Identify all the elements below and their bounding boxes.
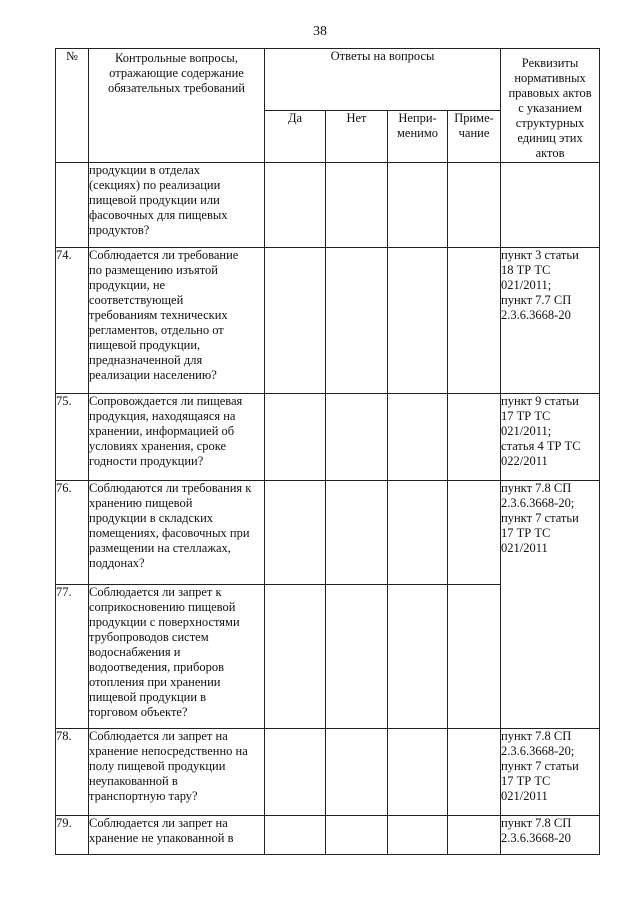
text-line: пункт 7.8 СП: [501, 729, 572, 743]
text-line: соответствующей: [89, 293, 184, 307]
page-number: 38: [313, 24, 327, 39]
answer-yes-cell: [265, 729, 326, 816]
text-line: 021/2011;: [501, 424, 552, 438]
question-cell: [89, 163, 265, 248]
text-line: обязательных требований: [108, 81, 245, 95]
text-line: реализации населению?: [89, 368, 217, 382]
answer-na-cell: [388, 585, 448, 729]
question-cell: [89, 248, 265, 394]
text-line: 17 ТР ТС: [501, 409, 551, 423]
text-line: хранении, информацией об: [89, 424, 235, 438]
text-line: Сопровождается ли пищевая: [89, 394, 243, 408]
text-line: трубопроводов систем: [89, 630, 209, 644]
answer-no-cell: [326, 729, 388, 816]
table-row-continuation: [56, 163, 600, 248]
header-yes: Да: [265, 111, 326, 163]
header-references: [501, 49, 600, 163]
text-line: Контрольные вопросы,: [115, 51, 238, 65]
text-line: структурных: [515, 116, 585, 130]
text-line: предназначенной для: [89, 353, 203, 367]
note-cell: [448, 729, 501, 816]
answer-no-cell: [326, 585, 388, 729]
answer-yes-cell: [265, 394, 326, 481]
table-row: [56, 394, 600, 481]
header-answers: Ответы на вопросы: [265, 49, 501, 111]
text-line: Реквизиты: [521, 56, 579, 70]
text-line: продукция, находящаяся на: [89, 409, 236, 423]
text-line: регламентов, отдельно от: [89, 323, 224, 337]
number-cell: 74.: [56, 248, 89, 394]
text-line: Соблюдается ли запрет на: [89, 729, 228, 743]
text-line: неупакованной в: [89, 774, 178, 788]
answer-na-cell: [388, 248, 448, 394]
text-line: пищевой продукции или: [89, 193, 220, 207]
text-line: актов: [535, 146, 565, 160]
answer-no-cell: [326, 394, 388, 481]
number-cell: 76.: [56, 481, 89, 585]
text-line: с указанием: [518, 101, 582, 115]
text-line: пункт 3 статьи: [501, 248, 579, 262]
answer-na-cell: [388, 163, 448, 248]
text-line: правовых актов: [508, 86, 592, 100]
answer-no-cell: [326, 481, 388, 585]
answer-no-cell: [326, 248, 388, 394]
text-line: пункт 9 статьи: [501, 394, 579, 408]
header-no: Нет: [326, 111, 388, 163]
answer-yes-cell: [265, 816, 326, 855]
note-cell: [448, 816, 501, 855]
text-line: 18 ТР ТС: [501, 263, 551, 277]
header-questions: [89, 49, 265, 163]
note-cell: [448, 248, 501, 394]
text-line: продукции с поверхностями: [89, 615, 240, 629]
answer-yes-cell: [265, 481, 326, 585]
text-line: водоснабжения и: [89, 645, 181, 659]
text-line: пункт 7.8 СП: [501, 481, 572, 495]
header-note: [448, 111, 501, 163]
answer-yes-cell: [265, 163, 326, 248]
note-cell: [448, 481, 501, 585]
table-header: [56, 49, 600, 163]
answer-yes-cell: [265, 585, 326, 729]
reference-cell: [501, 816, 600, 855]
text-line: хранению пищевой: [89, 496, 193, 510]
question-cell: [89, 729, 265, 816]
text-line: условиях хранения, сроке: [89, 439, 227, 453]
question-cell: [89, 585, 265, 729]
header-number: №: [56, 49, 89, 163]
text-line: Соблюдается ли требование: [89, 248, 239, 262]
text-line: единиц этих: [517, 131, 583, 145]
text-line: пищевой продукции в: [89, 690, 207, 704]
text-line: статья 4 ТР ТС: [501, 439, 581, 453]
answer-yes-cell: [265, 248, 326, 394]
number-cell: 77.: [56, 585, 89, 729]
reference-cell: [501, 163, 600, 248]
text-line: Соблюдаются ли требования к: [89, 481, 252, 495]
note-cell: [448, 163, 501, 248]
text-line: полу пищевой продукции: [89, 759, 226, 773]
question-cell: [89, 394, 265, 481]
text-line: фасовочных для пищевых: [89, 208, 228, 222]
text-line: продуктов?: [89, 223, 150, 237]
text-line: чание: [458, 126, 490, 140]
header-not-applicable: [388, 111, 448, 163]
text-line: пункт 7 статьи: [501, 511, 579, 525]
text-line: Соблюдается ли запрет к: [89, 585, 222, 599]
number-cell: [56, 163, 89, 248]
text-line: пункт 7.8 СП: [501, 816, 572, 830]
answer-no-cell: [326, 163, 388, 248]
text-line: Соблюдается ли запрет на: [89, 816, 228, 830]
text-line: 2.3.6.3668-20;: [501, 496, 575, 510]
text-line: 021/2011: [501, 541, 548, 555]
text-line: 022/2011: [501, 454, 548, 468]
text-line: пункт 7.7 СП: [501, 293, 572, 307]
text-line: 021/2011: [501, 789, 548, 803]
answer-na-cell: [388, 481, 448, 585]
text-line: торговом объекте?: [89, 705, 188, 719]
text-line: по размещению изъятой: [89, 263, 218, 277]
number-cell: 75.: [56, 394, 89, 481]
text-line: требованиям технических: [89, 308, 228, 322]
question-cell: [89, 816, 265, 855]
text-line: размещении на стеллажах,: [89, 541, 231, 555]
number-cell: 78.: [56, 729, 89, 816]
answer-na-cell: [388, 394, 448, 481]
text-line: соприкосновению пищевой: [89, 600, 236, 614]
text-line: транспортную тару?: [89, 789, 198, 803]
table-row: [56, 729, 600, 816]
checklist-table: [55, 48, 600, 855]
text-line: продукции, не: [89, 278, 166, 292]
answer-no-cell: [326, 816, 388, 855]
reference-cell: [501, 394, 600, 481]
table-row: [56, 248, 600, 394]
table-row: [56, 816, 600, 855]
text-line: 021/2011;: [501, 278, 552, 292]
text-line: поддонах?: [89, 556, 145, 570]
text-line: 17 ТР ТС: [501, 526, 551, 540]
reference-cell: [501, 481, 600, 729]
text-line: продукции в отделах: [89, 163, 201, 177]
text-line: водоотведения, приборов: [89, 660, 225, 674]
question-cell: [89, 481, 265, 585]
text-line: Непри-: [398, 111, 437, 125]
table-row: [56, 481, 600, 585]
text-line: пункт 7 статьи: [501, 759, 579, 773]
text-line: 2.3.6.3668-20: [501, 831, 571, 845]
answer-na-cell: [388, 729, 448, 816]
text-line: хранение непосредственно на: [89, 744, 248, 758]
text-line: отражающие содержание: [109, 66, 244, 80]
text-line: продукции в складских: [89, 511, 214, 525]
text-line: отопления при хранении: [89, 675, 221, 689]
text-line: помещениях, фасовочных при: [89, 526, 250, 540]
text-line: пищевой продукции,: [89, 338, 201, 352]
text-line: нормативных: [514, 71, 586, 85]
text-line: 2.3.6.3668-20: [501, 308, 571, 322]
reference-cell: [501, 729, 600, 816]
text-line: 2.3.6.3668-20;: [501, 744, 575, 758]
text-line: менимо: [397, 126, 438, 140]
note-cell: [448, 585, 501, 729]
reference-cell: [501, 248, 600, 394]
text-line: Приме-: [454, 111, 494, 125]
note-cell: [448, 394, 501, 481]
answer-na-cell: [388, 816, 448, 855]
text-line: годности продукции?: [89, 454, 204, 468]
text-line: хранение не упакованной в: [89, 831, 234, 845]
text-line: (секциях) по реализации: [89, 178, 221, 192]
text-line: 17 ТР ТС: [501, 774, 551, 788]
number-cell: 79.: [56, 816, 89, 855]
